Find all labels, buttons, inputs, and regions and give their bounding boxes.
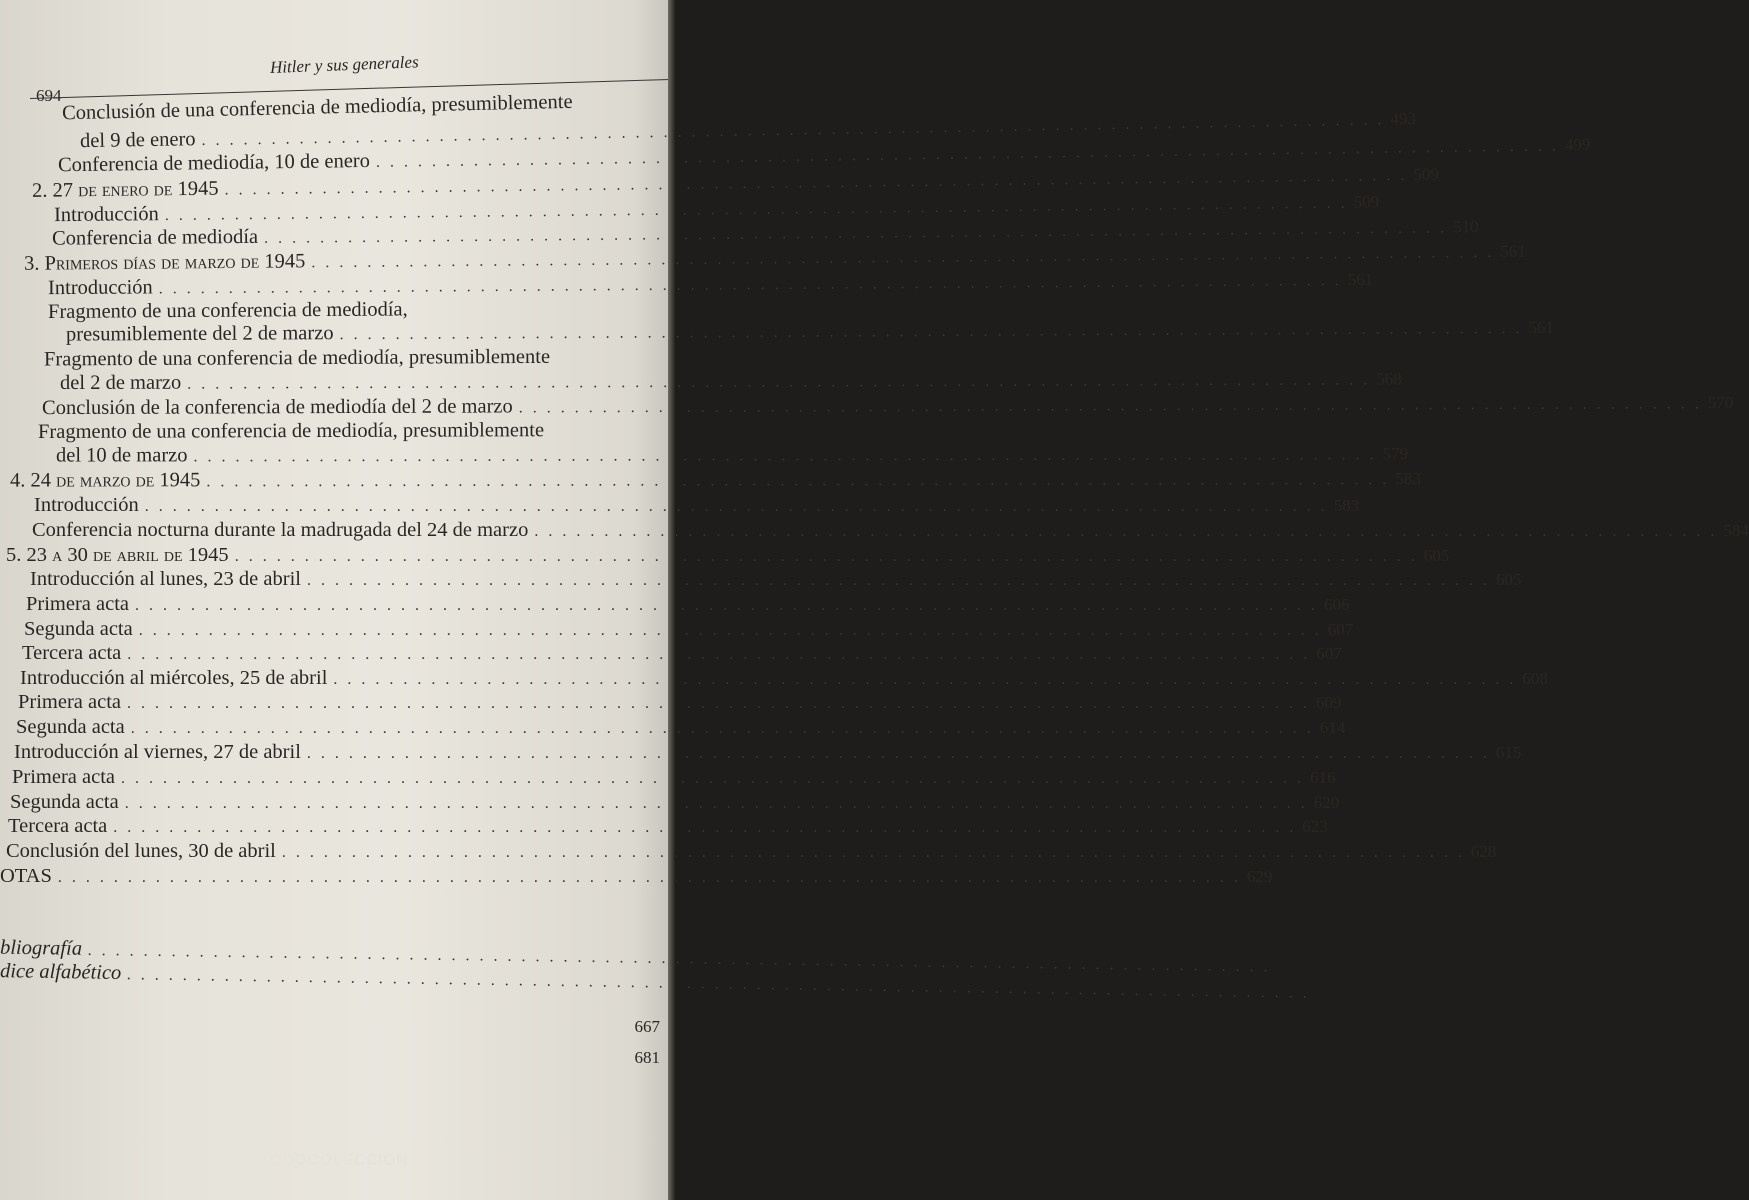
toc-entry: Primera acta . . . 606 [26, 592, 662, 616]
toc-entry: Tercera acta . . . 623 [8, 814, 662, 838]
toc-entry: del 9 de enero . . . 493 [80, 119, 674, 153]
toc-entry: Introducción . . . 583 [34, 493, 662, 517]
watermark: TODOCOLECCION [259, 1152, 409, 1169]
toc-entry: Conclusión de una conferencia de mediodía, presumiblemente [61, 90, 573, 125]
toc-entry: Introducción al viernes, 27 de abril . . . 615 [14, 740, 662, 764]
toc-entry: del 2 de marzo . . . 568 [60, 369, 662, 395]
toc-entry: Segunda acta . . . 620 [10, 790, 662, 814]
page-ref: 681 [634, 1048, 660, 1067]
toc-entry: Conferencia nocturna durante la madrugada del 24 de marzo . . . 584 [32, 518, 662, 542]
toc-entry: Introducción al lunes, 23 de abril . . . 605 [30, 567, 662, 591]
toc-entry: 2. 27 de enero de 1945 . . . 509 [32, 171, 662, 203]
toc-entry: dice alfabético . . . [0, 959, 620, 993]
page-edge-shadow [668, 0, 676, 1200]
page-ref: 667 [634, 1017, 660, 1036]
toc-entry: Introducción . . . 561 [48, 272, 662, 300]
toc-entry: Fragmento de una conferencia de mediodía, presumiblemente [43, 345, 551, 371]
toc-entry: del 10 de marzo . . . 579 [56, 442, 662, 467]
toc-entry: Fragmento de una conferencia de mediodía, [47, 298, 408, 323]
toc-entry: Introducción al miércoles, 25 de abril . . . 608 [20, 666, 662, 690]
toc-entry: OTAS . . . 629 [0, 864, 662, 888]
running-head: Hitler y sus generales [269, 52, 419, 77]
toc-entry: 5. 23 a 30 de abril de 1945 . . . 605 [6, 543, 662, 567]
toc-entry: 3. Primeros días de marzo de 1945 . . . 561 [24, 246, 662, 276]
toc-entry: Segunda acta . . . 607 [24, 617, 662, 641]
toc-entry: bliografía . . . [0, 936, 620, 969]
toc-entry: Conclusión del lunes, 30 de abril . . . 628 [6, 839, 662, 863]
toc-entry: Segunda acta . . . 614 [16, 715, 662, 739]
toc-entry: Conferencia de mediodía, 10 de enero . . . 499 [58, 145, 674, 178]
toc-entry: Fragmento de una conferencia de mediodía, presumiblemente [37, 419, 545, 443]
toc-entry: Tercera acta . . . 607 [22, 641, 662, 665]
toc-entry: Conferencia de mediodía . . . 510 [52, 221, 662, 250]
toc-entry: Primera acta . . . 609 [18, 690, 662, 714]
toc-entry: 4. 24 de marzo de 1945 . . . 583 [10, 467, 662, 492]
toc-entry: Introducción . . . 509 [54, 197, 662, 227]
toc-entry: Primera acta . . . 616 [12, 765, 662, 789]
page-number: 694 [36, 86, 62, 105]
toc-entry: Conclusión de la conferencia de mediodía del 2 de marzo . . . 570 [42, 394, 662, 420]
toc-entry: presumiblemente del 2 de marzo . . . 561 [66, 319, 662, 346]
